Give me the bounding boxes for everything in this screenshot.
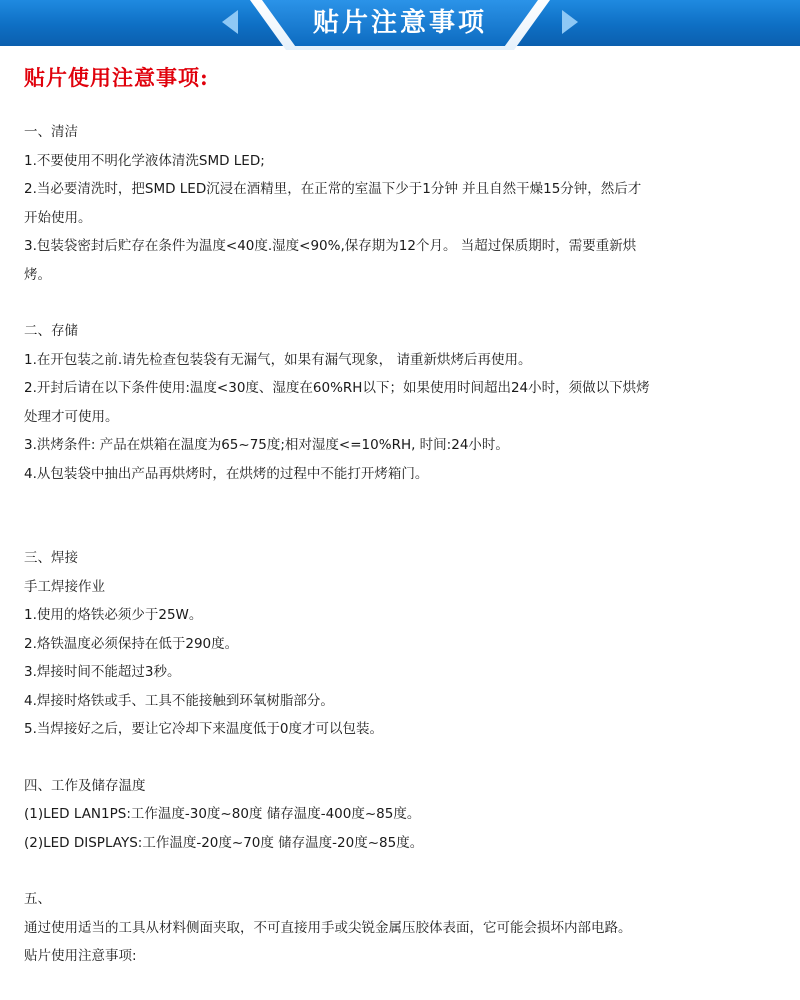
list-item: 处理才可使用。 <box>24 408 119 425</box>
section-handling <box>24 885 764 971</box>
header-banner <box>0 0 800 50</box>
list-item: 4.从包装袋中抽出产品再烘烤时，在烘烤的过程中不能打开烤箱门。 <box>24 465 429 482</box>
section-title: 一、清洁 <box>24 124 78 140</box>
list-item: 1.不要使用不明化学液体清洗SMD LED; <box>24 152 265 169</box>
list-item: 4.焊接时烙铁或手、工具不能接触到环氧树脂部分。 <box>24 692 334 709</box>
list-item: 开始使用。 <box>24 209 92 226</box>
list-item: 1.使用的烙铁必须少于25W。 <box>24 607 203 623</box>
section-soldering <box>24 544 764 744</box>
list-item: 2.当必要清洗时，把SMD LED沉浸在酒精里，在正常的室温下少于1分钟 并且自然干燥15分钟，然后才 <box>24 181 642 197</box>
list-item: (2)LED DISPLAYS:工作温度-20度~70度 储存温度-20度~85度。 <box>24 834 424 851</box>
section-cleaning <box>24 118 764 289</box>
list-item: 手工焊接作业 <box>24 578 105 595</box>
chevron-left-icon <box>222 10 238 34</box>
section-temperature <box>24 772 764 858</box>
list-item: 贴片使用注意事项: <box>24 948 137 964</box>
section-title: 五、 <box>24 891 51 907</box>
section-title: 四、工作及储存温度 <box>24 777 146 794</box>
chevron-right-icon <box>562 10 578 34</box>
list-item: 3.包装袋密封后贮存在条件为温度<40度.湿度<90%,保存期为12个月。 当超过保质期时，需要重新烘 <box>24 238 637 254</box>
section-title: 二、存储 <box>24 323 78 339</box>
list-item: 3.洪烤条件: 产品在烘箱在温度为65~75度;相对湿度<=10%RH, 时间:24小时。 <box>24 437 509 453</box>
list-item: (1)LED LAN1PS:工作温度-30度~80度 储存温度-400度~85度。 <box>24 806 421 822</box>
list-item: 通过使用适当的工具从材料侧面夹取，不可直接用手或尖锐金属压胶体表面，它可能会损坏内部电路。 <box>24 919 632 936</box>
list-item: 2.开封后请在以下条件使用:温度<30度、湿度在60%RH以下；如果使用时间超出24小时，须做以下烘烤 <box>24 380 650 396</box>
list-item: 烤。 <box>24 266 51 283</box>
list-item: 3.焊接时间不能超过3秒。 <box>24 664 181 680</box>
page-heading: 贴片使用注意事项: <box>24 65 209 90</box>
section-storage <box>24 317 764 488</box>
document-body <box>24 118 764 971</box>
list-item: 2.烙铁温度必须保持在低于290度。 <box>24 635 239 652</box>
banner-title: 贴片注意事项 <box>312 8 487 38</box>
section-title: 三、焊接 <box>24 550 78 566</box>
list-item: 1.在开包装之前.请先检查包装袋有无漏气，如果有漏气现象， 请重新烘烤后再使用。 <box>24 351 532 368</box>
list-item: 5.当焊接好之后，要让它冷却下来温度低于0度才可以包装。 <box>24 721 383 737</box>
